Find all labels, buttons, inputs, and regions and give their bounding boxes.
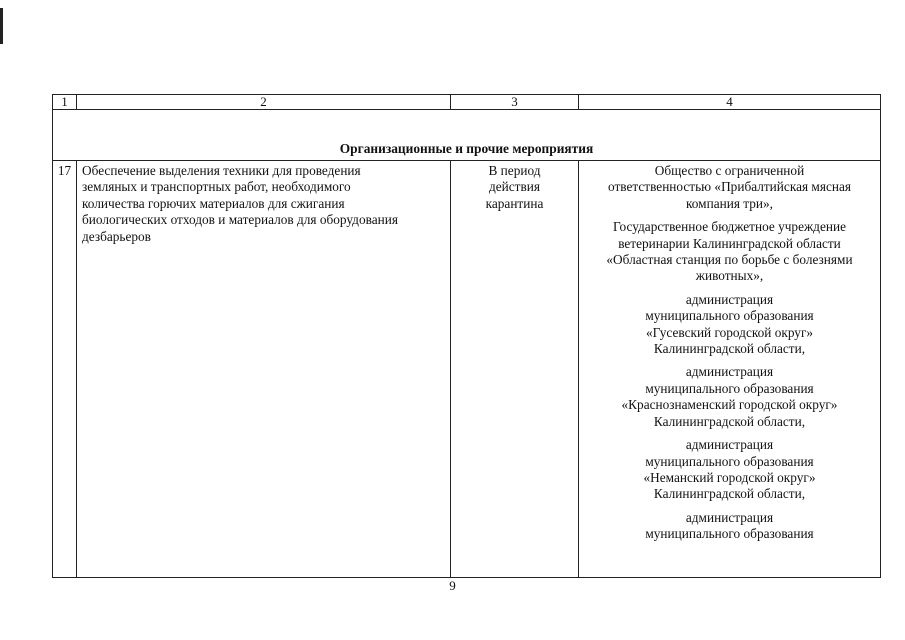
row-description: [77, 161, 451, 578]
page-number: 9: [449, 578, 456, 593]
column-numbers-row: [53, 95, 881, 110]
row-period: [451, 161, 579, 578]
organization-line: компания три»,: [686, 195, 773, 211]
description-line: Обеспечение выделения техники для проведения: [82, 163, 361, 178]
organization-line: муниципального образования: [645, 526, 814, 542]
organization-line: муниципального образования: [645, 380, 814, 396]
description-line: земляных и транспортных работ, необходимого: [82, 179, 351, 195]
section-title: Организационные и прочие мероприятия: [53, 110, 881, 161]
organization-entry: [587, 219, 872, 285]
organization-entry: [587, 163, 872, 212]
organization-entry: [587, 510, 872, 543]
organization-line: животных»,: [695, 268, 764, 284]
description-line: дезбарьеров: [82, 228, 151, 244]
period-line: карантина: [485, 195, 544, 211]
column-number-4: 4: [579, 95, 881, 110]
organization-line: Калининградской области,: [653, 486, 806, 502]
organization-line: Государственное бюджетное учреждение: [613, 219, 846, 235]
scan-edge-mark: [0, 8, 3, 44]
period-line: действия: [488, 179, 540, 195]
organization-line: «Краснознаменский городской округ»: [621, 397, 838, 413]
description-line: биологических отходов и материалов для оборудования: [82, 212, 398, 228]
organization-entry: [587, 292, 872, 358]
column-number-3: 3: [451, 95, 579, 110]
organization-entry: [587, 364, 872, 430]
row-responsible: [579, 161, 881, 578]
organization-line: «Гусевский городской округ»: [645, 324, 814, 340]
period-line: В период: [488, 163, 541, 178]
organization-line: «Неманский городской округ»: [643, 469, 816, 485]
organization-line: Калининградской области,: [653, 413, 806, 429]
organization-line: муниципального образования: [645, 308, 814, 324]
organization-line: администрация: [685, 437, 774, 453]
row-number: 17: [53, 161, 77, 578]
organization-line: ветеринарии Калининградской области: [618, 235, 841, 251]
organization-line: администрация: [685, 509, 774, 525]
table-row: [53, 161, 881, 578]
organization-line: Общество с ограниченной: [654, 163, 805, 178]
organization-line: ответственностью «Прибалтийская мясная: [608, 179, 851, 195]
organization-line: «Областная станция по борьбе с болезнями: [606, 252, 853, 268]
organization-entry: [587, 437, 872, 503]
column-number-2: 2: [77, 95, 451, 110]
column-number-1: 1: [53, 95, 77, 110]
organization-line: администрация: [685, 364, 774, 380]
description-line: количества горючих материалов для сжигания: [82, 195, 345, 211]
organization-line: администрация: [685, 291, 774, 307]
organization-line: муниципального образования: [645, 453, 814, 469]
section-row: [53, 110, 881, 161]
measures-table: [52, 94, 881, 578]
organization-line: Калининградской области,: [653, 341, 806, 357]
